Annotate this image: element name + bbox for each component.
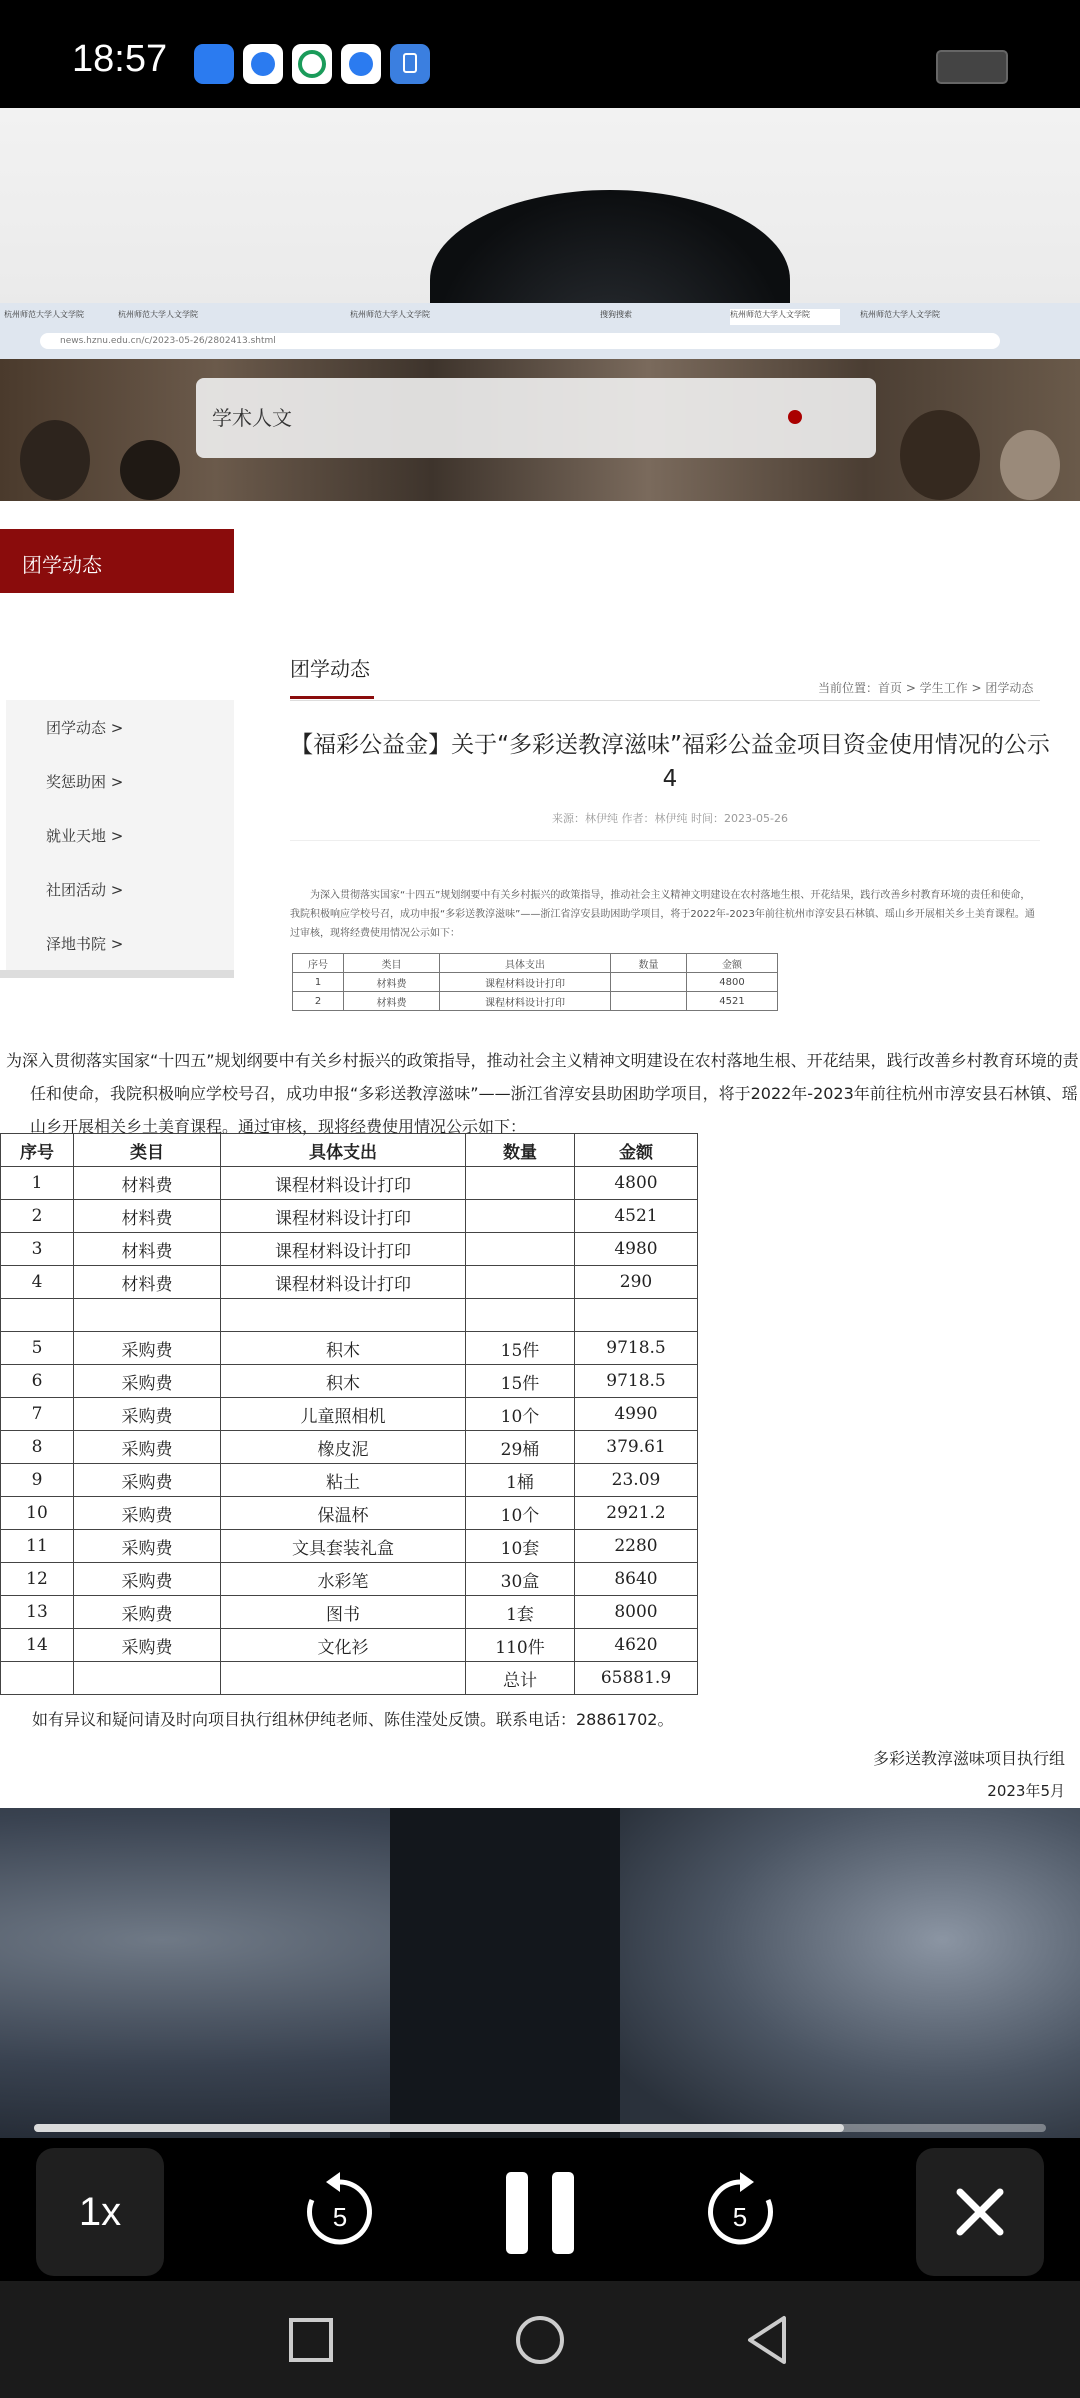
video-bottom-scene — [620, 1808, 1080, 2138]
pause-button[interactable] — [480, 2148, 600, 2276]
table-cell: 课程材料设计打印 — [221, 1233, 466, 1266]
back-button[interactable] — [734, 2305, 804, 2375]
table-cell: 10 — [1, 1497, 74, 1530]
table-cell: 积木 — [221, 1365, 466, 1398]
table-cell: 8 — [1, 1431, 74, 1464]
document-paragraph: 为深入贯彻落实国家“十四五”规划纲要中有关乡村振兴的政策指导，推动社会主义精神文明建设在农村落地生根、开花结果，践行改善乡村教育环境的责任和使命，我院积极响应学校号召，成功申报“多彩送教淳滋味”——浙江省淳安县助困助学项目，将于2022年-2023年前往杭州市淳安县石林镇、瑶山乡开展相关乡土美育课程。通过审核，现将经费使用情况公示如下： — [6, 1051, 1079, 1136]
banner-photo — [1000, 430, 1060, 500]
forward-seconds: 5 — [732, 2202, 748, 2232]
browser-tab: 杭州师范大学人文学院 — [350, 310, 430, 319]
table-cell: 保温杯 — [221, 1497, 466, 1530]
rewind-5-button[interactable] — [290, 2148, 390, 2276]
table-cell — [611, 973, 687, 992]
expense-table-body — [1, 1167, 698, 1695]
table-row — [293, 992, 778, 1011]
table-cell: 数量 — [611, 954, 687, 973]
table-cell: 29桶 — [466, 1431, 575, 1464]
table-cell: 采购费 — [74, 1497, 221, 1530]
table-cell: 23.09 — [575, 1464, 698, 1497]
carousel-indicator — [788, 410, 802, 424]
table-cell: 图书 — [221, 1596, 466, 1629]
table-cell: 5 — [1, 1332, 74, 1365]
pause-icon — [480, 2148, 600, 2276]
document-date: 2023年5月 — [987, 1782, 1065, 1800]
site-search-text: 学术人文 — [212, 406, 292, 430]
browser-icon — [243, 44, 283, 84]
breadcrumb: 当前位置：首页 > 学生工作 > 团学动态 — [818, 681, 1034, 695]
sidebar-item-label: 社团活动 > — [46, 881, 124, 899]
table-row — [1, 1398, 698, 1431]
table-cell: 水彩笔 — [221, 1563, 466, 1596]
article-table-preview — [292, 953, 778, 1011]
table-cell — [221, 1299, 466, 1332]
section-title: 团学动态 — [290, 657, 370, 681]
table-cell: 9718.5 — [575, 1332, 698, 1365]
table-cell: 材料费 — [74, 1200, 221, 1233]
table-cell: 10个 — [466, 1398, 575, 1431]
table-cell: 1 — [1, 1167, 74, 1200]
table-cell: 积木 — [221, 1332, 466, 1365]
table-cell: 采购费 — [74, 1530, 221, 1563]
article-divider — [290, 840, 1040, 841]
table-cell: 2 — [293, 992, 344, 1011]
table-cell: 15件 — [466, 1332, 575, 1365]
sidebar-item-shuyuan — [6, 916, 234, 971]
table-cell: 材料费 — [344, 992, 440, 1011]
table-cell: 具体支出 — [440, 954, 611, 973]
table-header-cell: 具体支出 — [221, 1134, 466, 1167]
table-row — [1, 1596, 698, 1629]
table-cell — [1, 1299, 74, 1332]
table-row — [1, 1563, 698, 1596]
table-cell — [575, 1299, 698, 1332]
table-cell: 1桶 — [466, 1464, 575, 1497]
table-cell: 9 — [1, 1464, 74, 1497]
table-row — [1, 1530, 698, 1563]
section-rule — [290, 700, 1040, 701]
sidebar-item-jiuye — [6, 808, 234, 863]
square-icon — [276, 2305, 346, 2375]
sidebar-item-tuanxue — [6, 700, 234, 755]
table-cell: 采购费 — [74, 1431, 221, 1464]
table-cell: 采购费 — [74, 1398, 221, 1431]
table-cell: 3 — [1, 1233, 74, 1266]
table-cell: 橡皮泥 — [221, 1431, 466, 1464]
document-note: 如有异议和疑问请及时向项目执行组林伊纯老师、陈佳滢处反馈。联系电话：28861702。 — [32, 1710, 674, 1729]
table-cell — [74, 1299, 221, 1332]
table-row — [293, 954, 778, 973]
table-cell: 儿童照相机 — [221, 1398, 466, 1431]
table-cell: 379.61 — [575, 1431, 698, 1464]
table-cell — [1, 1662, 74, 1695]
banner-photo — [900, 410, 980, 500]
table-cell: 15件 — [466, 1365, 575, 1398]
table-cell: 4 — [1, 1266, 74, 1299]
table-cell: 材料费 — [344, 973, 440, 992]
table-cell: 11 — [1, 1530, 74, 1563]
mobile-network-icon — [292, 44, 332, 84]
table-cell: 14 — [1, 1629, 74, 1662]
table-cell: 9718.5 — [575, 1365, 698, 1398]
playback-speed-button[interactable]: 1x — [36, 2148, 164, 2276]
table-cell: 采购费 — [74, 1563, 221, 1596]
article-title: 【福彩公益金】关于“多彩送教淳滋味”福彩公益金项目资金使用情况的公示4 — [290, 732, 1050, 792]
table-cell: 4990 — [575, 1398, 698, 1431]
forward-5-button[interactable] — [690, 2148, 790, 2276]
table-row — [1, 1662, 698, 1695]
table-row — [1, 1365, 698, 1398]
table-cell: 4620 — [575, 1629, 698, 1662]
table-row — [1, 1332, 698, 1365]
table-row — [1, 1629, 698, 1662]
rewind-seconds: 5 — [332, 2202, 348, 2232]
table-cell: 课程材料设计打印 — [221, 1167, 466, 1200]
document-signature: 多彩送教淳滋味项目执行组 — [872, 1749, 1065, 1768]
browser-tab: 搜狗搜索 — [600, 310, 632, 319]
browser-icon — [341, 44, 381, 84]
table-cell — [466, 1266, 575, 1299]
honor-app-icon — [194, 44, 234, 84]
section-title-underline — [290, 696, 374, 699]
table-cell: 4980 — [575, 1233, 698, 1266]
table-row — [1, 1233, 698, 1266]
table-row — [1, 1299, 698, 1332]
table-row — [1, 1200, 698, 1233]
table-cell: 4800 — [575, 1167, 698, 1200]
table-header-cell: 类目 — [74, 1134, 221, 1167]
table-row — [1, 1431, 698, 1464]
article-paragraph: 为深入贯彻落实国家“十四五”规划纲要中有关乡村振兴的政策指导，推动社会主义精神文明建设在农村落地生根、开花结果，践行改善乡村教育环境的责任和使命，我院积极响应学校号召，成功申报“多彩送教淳滋味”——浙江省淳安县助困助学项目，将于2022年-2023年前往杭州市淳安县石林镇、瑶山乡开展相关乡土美育课程。通过审核，现将经费使用情况公示如下： — [290, 890, 1035, 939]
back-triangle-icon — [734, 2305, 804, 2375]
battery-icon — [936, 50, 1008, 84]
close-button[interactable] — [916, 2148, 1044, 2276]
table-cell: 类目 — [344, 954, 440, 973]
sidebar-footer — [0, 970, 234, 978]
close-icon — [916, 2148, 1044, 2276]
table-cell: 1套 — [466, 1596, 575, 1629]
browser-tab-active: 杭州师范大学人文学院 — [730, 309, 840, 325]
table-header-cell: 数量 — [466, 1134, 575, 1167]
sidebar-item-label: 奖惩助困 > — [46, 773, 124, 791]
url-field: news.hznu.edu.cn/c/2023-05-26/2802413.shtml — [40, 333, 1000, 349]
rewind-icon — [290, 2148, 390, 2276]
table-cell: 2 — [1, 1200, 74, 1233]
sidebar-header-label: 团学动态 — [22, 553, 102, 577]
table-cell: 13 — [1, 1596, 74, 1629]
sidebar-item-shetuan — [6, 862, 234, 917]
table-cell: 材料费 — [74, 1167, 221, 1200]
table-cell: 4521 — [687, 992, 778, 1011]
table-cell: 1 — [293, 973, 344, 992]
article-meta: 来源：林伊纯 作者：林伊纯 时间：2023-05-26 — [552, 812, 788, 825]
table-cell: 采购费 — [74, 1596, 221, 1629]
table-cell: 采购费 — [74, 1332, 221, 1365]
table-row — [1, 1266, 698, 1299]
progress-bar-fill — [34, 2124, 844, 2132]
table-cell: 课程材料设计打印 — [221, 1200, 466, 1233]
browser-toolbar — [0, 303, 1080, 359]
table-header-cell: 序号 — [1, 1134, 74, 1167]
table-cell: 课程材料设计打印 — [221, 1266, 466, 1299]
browser-tab: 杭州师范大学人文学院 — [860, 310, 940, 319]
banner-photo — [20, 420, 90, 500]
table-cell: 材料费 — [74, 1233, 221, 1266]
table-cell: 65881.9 — [575, 1662, 698, 1695]
table-row — [1, 1497, 698, 1530]
table-cell: 材料费 — [74, 1266, 221, 1299]
forward-icon — [690, 2148, 790, 2276]
table-cell: 4800 — [687, 973, 778, 992]
status-time: 18:57 — [72, 38, 168, 80]
sidebar-item-label: 泽地书院 > — [46, 935, 124, 953]
sidebar-item-label: 就业天地 > — [46, 827, 124, 845]
recents-button[interactable] — [276, 2305, 346, 2375]
table-cell — [611, 992, 687, 1011]
site-search-box — [196, 378, 876, 458]
table-cell — [74, 1662, 221, 1695]
table-cell: 课程材料设计打印 — [440, 973, 611, 992]
table-row — [1, 1464, 698, 1497]
security-icon — [390, 44, 430, 84]
table-cell — [221, 1662, 466, 1695]
table-cell: 采购费 — [74, 1629, 221, 1662]
table-cell — [466, 1299, 575, 1332]
table-cell: 粘土 — [221, 1464, 466, 1497]
table-header-cell: 金额 — [575, 1134, 698, 1167]
table-cell: 8000 — [575, 1596, 698, 1629]
table-cell: 2280 — [575, 1530, 698, 1563]
table-cell: 课程材料设计打印 — [440, 992, 611, 1011]
table-cell: 文化衫 — [221, 1629, 466, 1662]
table-cell: 110件 — [466, 1629, 575, 1662]
table-cell: 7 — [1, 1398, 74, 1431]
table-cell: 8640 — [575, 1563, 698, 1596]
table-cell: 6 — [1, 1365, 74, 1398]
sidebar-item-label: 团学动态 > — [46, 719, 124, 737]
table-cell: 采购费 — [74, 1464, 221, 1497]
table-cell: 290 — [575, 1266, 698, 1299]
banner-photo — [120, 440, 180, 500]
table-cell: 序号 — [293, 954, 344, 973]
table-cell: 10个 — [466, 1497, 575, 1530]
table-cell: 2921.2 — [575, 1497, 698, 1530]
table-cell: 金额 — [687, 954, 778, 973]
table-cell: 采购费 — [74, 1365, 221, 1398]
table-cell — [466, 1200, 575, 1233]
table-cell — [466, 1233, 575, 1266]
table-row — [1, 1167, 698, 1200]
table-cell — [466, 1167, 575, 1200]
table-cell: 12 — [1, 1563, 74, 1596]
table-cell: 文具套装礼盒 — [221, 1530, 466, 1563]
table-cell: 30盒 — [466, 1563, 575, 1596]
circle-icon — [505, 2305, 575, 2375]
sidebar-header — [0, 529, 234, 593]
table-row — [293, 973, 778, 992]
home-button[interactable] — [505, 2305, 575, 2375]
table-cell: 4521 — [575, 1200, 698, 1233]
table-cell: 总计 — [466, 1662, 575, 1695]
table-header-row — [1, 1134, 698, 1167]
browser-tab: 杭州师范大学人文学院 — [4, 310, 84, 319]
browser-tab: 杭州师范大学人文学院 — [118, 310, 198, 319]
table-cell: 10套 — [466, 1530, 575, 1563]
sidebar-item-jiangcheng — [6, 754, 234, 809]
expense-table — [0, 1133, 698, 1695]
